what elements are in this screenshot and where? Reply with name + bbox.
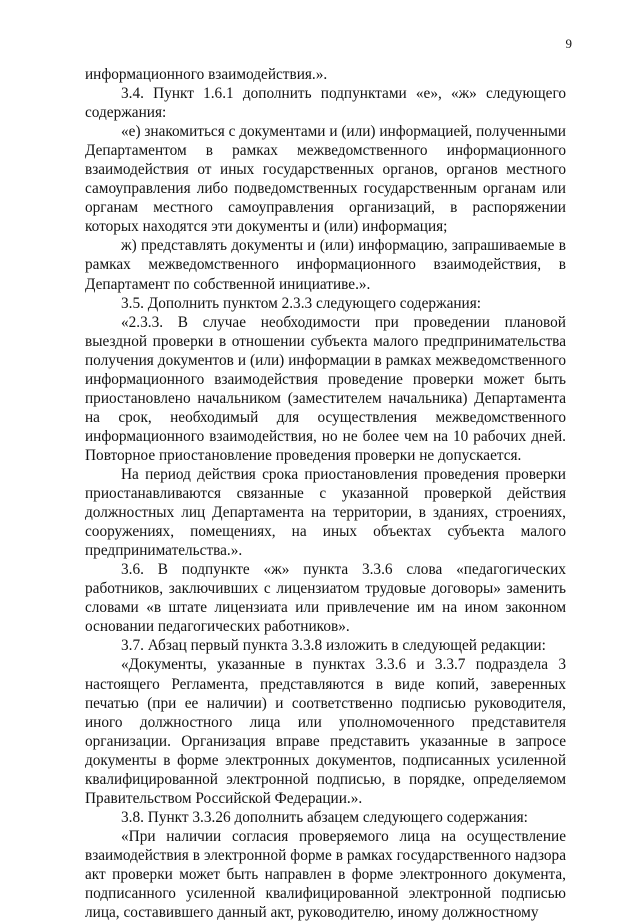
paragraph-suspension-period: На период действия срока приостановления проведения проверки приостанавливаются связанные с указанной проверкой действия должностных лиц Департамента на территории, в зданиях, строениях, сооружениях, помещениях, на иных объектах субъекта малого предпринимательства.». — [85, 465, 566, 560]
paragraph-3-7: 3.7. Абзац первый пункта 3.3.8 изложить в следующей редакции: — [121, 637, 546, 655]
paragraph-documents: «Документы, указанные в пунктах 3.3.6 и 3.3.7 подраздела 3 настоящего Регламента, представляются в виде копий, заверенных печатью (при ее наличии) и соответственно подписью руководителя, иного должностного лица или уполномоченного представителя организации. Организация вправе представить указанные в запросе документы в форме электронных документов, подписанных усиленной квалифицированной электронной подписью, в порядке, определяемом Правительством Российской Федерации.». — [85, 656, 566, 807]
document-body — [85, 65, 566, 922]
paragraph-subitem-zh: ж) представлять документы и (или) информацию, запрашиваемые в рамках межведомственного информационного взаимодействия, в Департамент по собственной инициативе.». — [85, 237, 566, 293]
paragraph-3-4: 3.4. Пункт 1.6.1 дополнить подпунктами «е», «ж» следующего содержания: — [85, 85, 566, 122]
paragraph-continuation: информационного взаимодействия.». — [85, 66, 328, 83]
paragraph-3-8: 3.8. Пункт 3.3.26 дополнить абзацем следующего содержания: — [121, 808, 528, 826]
page-number: 9 — [565, 36, 572, 51]
paragraph-2-3-3: «2.3.3. В случае необходимости при проведении плановой выездной проверки в отношении субъекта малого предпринимательства получения документов и (или) информации в рамках межведомственного информационного взаимодействия проведение проверки может быть приостановлено начальником (заместителем начальника) Департамента на срок, необходимый для осуществления межведомственного информационного взаимодействия, но не более чем на 10 рабочих дней. Повторное приостановление проведения проверки не допускается. — [85, 313, 566, 464]
paragraph-subitem-e: «е) знакомиться с документами и (или) информацией, полученными Департаментом в рамках межведомственного информационного взаимодействия от иных государственных органов, органов местного самоуправления либо подведомственных государственным органам или органам местного самоуправления организаций, в распоряжении которых находятся эти документы и (или) информация; — [85, 123, 566, 236]
paragraph-consent: «При наличии согласия проверяемого лица на осуществление взаимодействия в электронной форме в рамках государственного надзора акт проверки может быть направлен в форме электронного документа, подписанного усиленной квалифицированной электронной подписью лица, составившего данный акт, руководителю, иному должностному — [85, 827, 566, 922]
paragraph-3-5: 3.5. Дополнить пунктом 2.3.3 следующего содержания: — [121, 294, 482, 312]
paragraph-3-6: 3.6. В подпункте «ж» пункта 3.3.6 слова «педагогических работников, заключивших с лицензиатом трудовые договоры» заменить словами «в штате лицензиата или привлечение им на ином законном основании педагогических работников». — [85, 561, 566, 636]
